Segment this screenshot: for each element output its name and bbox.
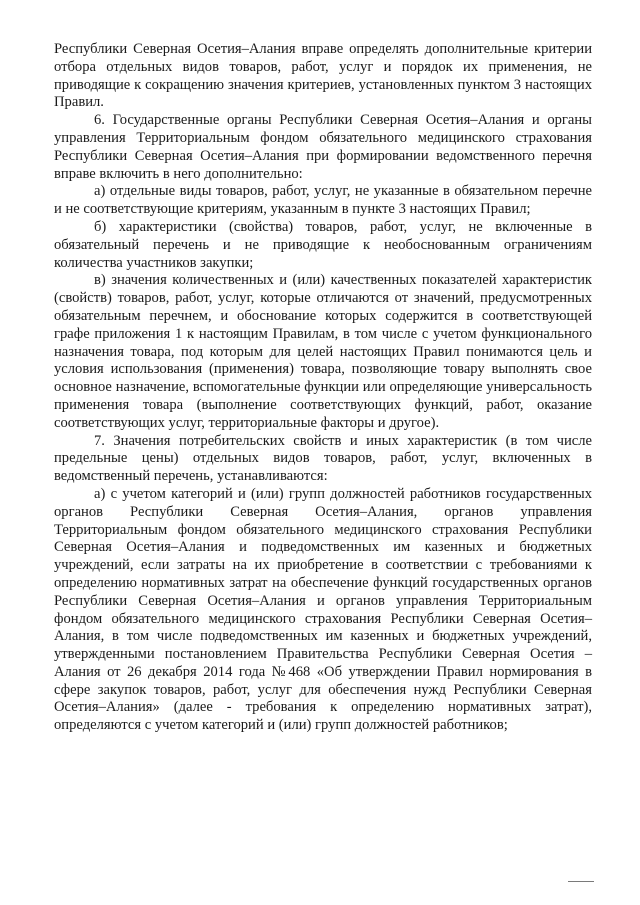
paragraph-continuation: Республики Северная Осетия–Алания вправе определять дополнительные критерии отбора отдельных видов товаров, работ, услуг и порядок их применения, не приводящие к сокращению значения критериев, установленных пунктом 3 настоящих Правил. (54, 41, 592, 111)
paragraph-item-6a: а) отдельные виды товаров, работ, услуг, не указанные в обязательном перечне и не соответствующие критериям, указанным в пункте 3 настоящих Правил; (54, 183, 592, 218)
paragraph-item-6: 6. Государственные органы Республики Северная Осетия–Алания и органы управления Территориальным фондом обязательного медицинского страхования Республики Северная Осетия–Алания при формировании ведомственного перечня вправе включить в него дополнительно: (54, 112, 592, 182)
page-edge-mark (568, 881, 594, 882)
document-body (54, 41, 592, 735)
paragraph-item-7: 7. Значения потребительских свойств и иных характеристик (в том числе предельные цены) отдельных видов товаров, работ, услуг, включенных в ведомственный перечень, устанавливаются: (54, 432, 592, 485)
paragraph-item-6v: в) значения количественных и (или) качественных показателей характеристик (свойств) товаров, работ, услуг, которые отличаются от значений, предусмотренных обязательным перечнем, и обоснование которых содержится в соответствующей графе приложения 1 к настоящим Правилам, в том числе с учетом функционального назначения товара, под которым для целей настоящих Правил понимаются цель и условия использования (применения) товара, позволяющие товару выполнять свое основное назначение, вспомогательные функции или определяющие универсальность применения товара (выполнение соответствующих функций, работ, оказание соответствующих услуг, территориальные факторы и другое). (54, 272, 592, 431)
paragraph-item-7a: а) с учетом категорий и (или) групп должностей работников государственных органов Республики Северная Осетия–Алания, органов управления Территориальным фондом обязательного медицинского страхования Республики Северная Осетия–Алания и подведомственных им казенных и бюджетных учреждений, если затраты на их приобретение в соответствии с требованиями к определению нормативных затрат на обеспечение функций государственных органов Республики Северная Осетия–Алания и органов управления Территориальным фондом обязательного медицинского страхования Республики Северная Осетия–Алания, в том числе подведомственных им казенных и бюджетных учреждений, утвержденными постановлением Правительства Республики Северная Осетия – Алания от 26 декабря 2014 года №468 «Об утверждении Правил нормирования в сфере закупок товаров, работ, услуг для обеспечения нужд Республики Северная Осетия–Алания» (далее - требования к определению нормативных затрат), определяются с учетом категорий и (или) групп должностей работников; (54, 485, 592, 734)
paragraph-item-6b: б) характеристики (свойства) товаров, работ, услуг, не включенные в обязательный перечень и не приводящие к необоснованным ограничениям количества участников закупки; (54, 218, 592, 271)
